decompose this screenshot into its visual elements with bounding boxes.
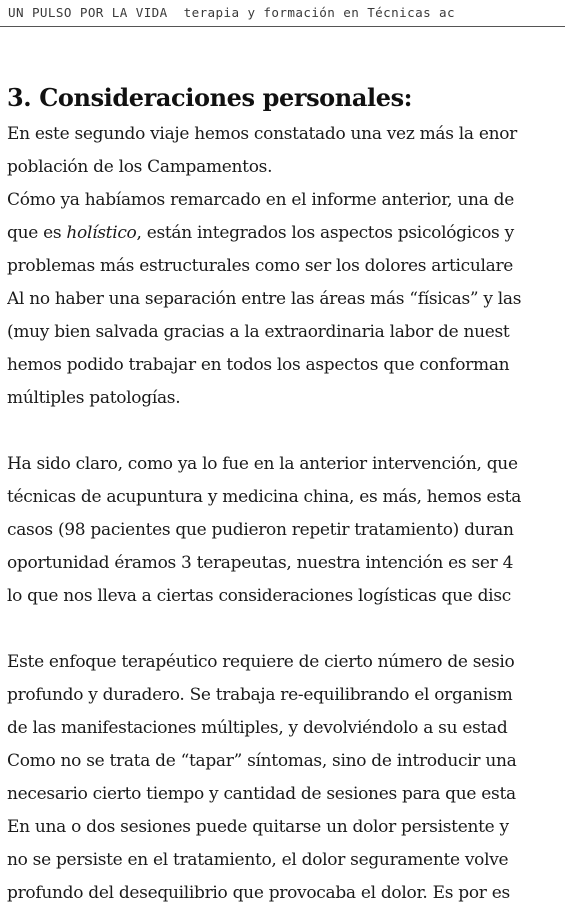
text-segment: , están integrados los aspectos psicológicos y bbox=[136, 223, 514, 243]
text-line: En una o dos sesiones puede quitarse un dolor persistente y bbox=[7, 817, 509, 837]
text-line: técnicas de acupuntura y medicina china, es más, hemos esta bbox=[7, 487, 522, 507]
text-line: hemos podido trabajar en todos los aspectos que conforman bbox=[7, 355, 510, 375]
text-line: Ha sido claro, como ya lo fue en la anterior intervención, que bbox=[7, 454, 518, 474]
text-line: no se persiste en el tratamiento, el dolor seguramente volve bbox=[7, 850, 509, 870]
paragraph-2 bbox=[7, 448, 565, 613]
text-line-holistico bbox=[7, 217, 565, 250]
paragraph-spacer bbox=[7, 415, 565, 448]
text-line: (muy bien salvada gracias a la extraordinaria labor de nuest bbox=[7, 322, 510, 342]
text-line: profundo del desequilibrio que provocaba el dolor. Es por es bbox=[7, 883, 510, 903]
section-heading: 3. Consideraciones personales: bbox=[7, 83, 413, 112]
text-segment: que es bbox=[7, 223, 67, 243]
text-line: de las manifestaciones múltiples, y devolviéndolo a su estad bbox=[7, 718, 508, 738]
text-line: necesario cierto tiempo y cantidad de sesiones para que esta bbox=[7, 784, 516, 804]
paragraph-3 bbox=[7, 646, 565, 910]
paragraph-spacer bbox=[7, 613, 565, 646]
text-line: Como no se trata de “tapar” síntomas, sino de introducir una bbox=[7, 751, 517, 771]
text-line: Este enfoque terapéutico requiere de cierto número de sesio bbox=[7, 652, 515, 672]
text-line: población de los Campamentos. bbox=[7, 157, 273, 177]
italic-term: holístico bbox=[66, 223, 137, 243]
text-line: Al no haber una separación entre las áreas más “físicas” y las bbox=[7, 289, 522, 309]
running-header bbox=[0, 0, 565, 27]
text-line: Cómo ya habíamos remarcado en el informe anterior, una de bbox=[7, 190, 514, 210]
text-line: múltiples patologías. bbox=[7, 388, 181, 408]
text-line: lo que nos lleva a ciertas consideraciones logísticas que disc bbox=[7, 586, 511, 606]
text-line: profundo y duradero. Se trabaja re-equilibrando el organism bbox=[7, 685, 513, 705]
paragraph-1 bbox=[7, 118, 565, 415]
text-line: casos (98 pacientes que pudieron repetir tratamiento) duran bbox=[7, 520, 514, 540]
document-body bbox=[7, 78, 565, 910]
running-header-text: UN PULSO POR LA VIDA terapia y formación en Técnicas ac bbox=[8, 5, 455, 20]
text-line: problemas más estructurales como ser los dolores articulare bbox=[7, 256, 514, 276]
text-line: En este segundo viaje hemos constatado una vez más la enor bbox=[7, 124, 518, 144]
text-line: oportunidad éramos 3 terapeutas, nuestra intención es ser 4 bbox=[7, 553, 514, 573]
